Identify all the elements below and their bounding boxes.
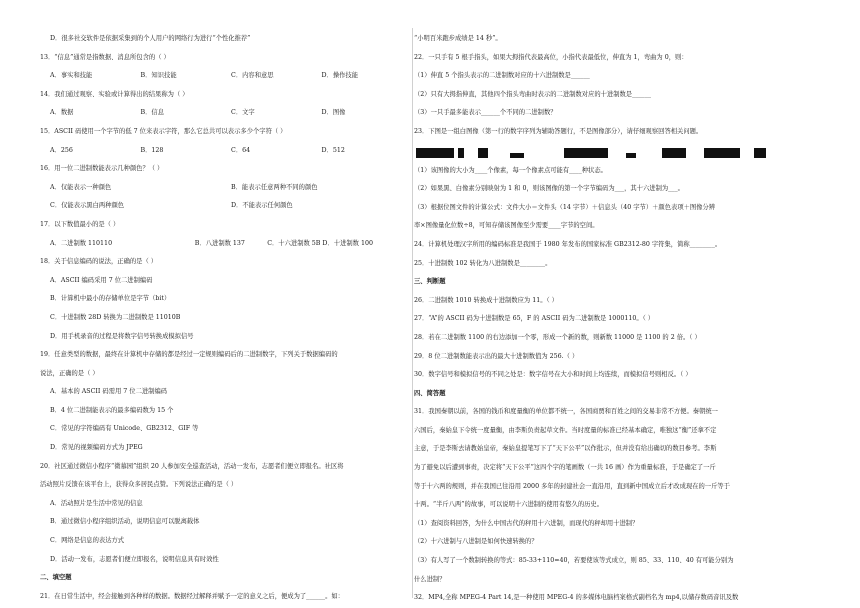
bitmap-black-block (704, 148, 740, 158)
question-26: 26．二进制数 1010 转换成十进制数应为 11。（ ） (414, 296, 558, 304)
q17-options (40, 235, 412, 254)
question-18: 18．关于信息编码的说法，正确的是（ ） (40, 258, 158, 266)
q15-option-d[interactable]: D．512 (321, 146, 345, 154)
bitmap-black-block (510, 153, 524, 158)
question-23: 23．下图是一组白图像（第一行的数字序列为辅助答题行，不是图像部分），请仔细观察回答相关问题。 (414, 127, 703, 135)
bitmap-black-block (458, 148, 464, 158)
question-31-line5: 等于十六两的规则，并在我国已往沿用 2000 多年的封建社会一直沿用，直到新中国成立后才改成现在的一斤等于 (414, 482, 730, 490)
question-19-line1: 19．任意类型的数据，最终在计算机中存储的都是经过一定规则编码后的二进制数字，下列关于数据编码的 (40, 351, 338, 359)
bitmap-black-block (564, 148, 608, 158)
question-30: 30．数字信号和模拟信号的不同之处是：数字信号在大小和时间上均连续，而模拟信号则相反。（ ） (414, 371, 692, 379)
q17-option-b[interactable]: B．八进制数 137 (194, 239, 245, 247)
q13-option-a[interactable]: A．事实和技能 (50, 72, 93, 80)
q23-part-3-line2: 率×图像量化位数÷8，可知存储该图像至少需要____字节的空间。 (414, 222, 599, 230)
q14-option-d[interactable]: D．图像 (321, 109, 346, 117)
question-29: 29．8 位二进制数能表示出的最大十进制数值为 256.（ ） (414, 352, 579, 360)
q22-part-1: （1）伸直 5 个指头表示的二进制数对应的十六进制数是______ (414, 72, 590, 80)
section-3-heading: 三、判断题 (414, 278, 446, 286)
q16-options-row2 (40, 197, 412, 216)
q31-part-3-line1: （3）有人写了一个数制转换的等式：85-33+110=40，若要使该等式成立，则 85、33、110、40 有可能分别为 (414, 557, 734, 565)
q18-option-a[interactable]: A．ASCII 编码采用 7 位二进制编码 (50, 276, 153, 284)
q13-option-b[interactable]: B．知识技能 (140, 72, 177, 80)
q15-option-b[interactable]: B．128 (140, 146, 164, 154)
section-4-heading: 四、简答题 (414, 389, 446, 397)
q14-option-b[interactable]: B．信息 (140, 109, 165, 117)
question-31-line3: 主意，于是李斯去请教始皇帝，秦始皇提笔写下了“天下公平”以作批示，但并没有给出确切的数目参考。李斯 (414, 445, 717, 453)
q18-option-d[interactable]: D．用手机录音的过程是将数字信号转换成模拟信号 (50, 332, 194, 340)
q14-option-a[interactable]: A．数据 (50, 109, 74, 117)
q22-part-2: （2）只有大拇指伸直，其他四个指头弯曲时表示的二进制数对应的十进制数是______ (414, 90, 651, 98)
q18-option-b[interactable]: B．计算机中最小的存储单位是字节（bit） (50, 295, 171, 303)
right-column (414, 30, 812, 608)
bitmap-black-block (626, 153, 636, 158)
bitmap-black-block (478, 148, 488, 158)
q13-option-d[interactable]: D．操作技能 (321, 72, 359, 80)
question-31-line6: 十两。“半斤八两”的故事，可以说明十六进制的使用有悠久的历史。 (414, 501, 604, 509)
q15-options (40, 142, 412, 161)
q20-option-a[interactable]: A．活动照片是生活中常见的信息 (50, 499, 143, 507)
q16-option-d[interactable]: D．不能表示任何颜色 (231, 202, 293, 210)
q31-part-3-line2: 什么进制？ (414, 575, 446, 583)
bitmap-black-block (416, 148, 454, 158)
q17-option-a[interactable]: A．二进制数 110110 (50, 239, 113, 247)
column-divider (412, 28, 413, 598)
question-24: 24．计算机处理汉字所用的编码标准是我国于 1980 年发布的国家标准 GB2312-80 字符集，简称________。 (414, 240, 722, 248)
q15-option-a[interactable]: A．256 (50, 146, 73, 154)
question-28: 28．若在二进制数 1100 的右边添加一个零，形成一个新的数，则新数 11000 是 1100 的 2 倍。（ ） (414, 333, 701, 341)
section-2-heading: 二、填空题 (40, 574, 72, 582)
question-16: 16．用一位二进制数能表示几种颜色？（ ） (40, 165, 164, 173)
question-21-continued: “小明百米跑步成绩是 14 秒”。 (414, 35, 502, 42)
question-25: 25．十进制数 102 转化为八进制数是________。 (414, 259, 552, 267)
q18-option-c[interactable]: C．十进制数 28D 转换为二进制数是 11010B (50, 313, 181, 321)
question-31-line1: 31．我国秦朝以前，各国的钱币和度量衡的单位都不统一，各国商贾和百姓之间的交易非常不方便。秦朝统一 (414, 408, 718, 416)
question-22: 22．一只手有 5 根手指头，如果大拇指代表最高位，小指代表最低位，伸直为 1，弯曲为 0，则： (414, 53, 688, 61)
question-27: 27．“A”的 ASCII 码为十进制数是 65，F 的 ASCII 码为二进制数是 1000110。（ ） (414, 315, 655, 323)
q14-option-c[interactable]: C．文字 (231, 109, 255, 117)
bitmap-black-block (662, 148, 686, 158)
question-15: 15．ASCII 码使用一个字节的低 7 位来表示字符，那么它总共可以表示多少个字符（ ） (40, 127, 287, 135)
bitmap-image-strip (414, 146, 774, 160)
q23-part-2: （2）如果黑、白像素分别映射为 1 和 0，则该图像的第一个字节编码为___，其十六进制为___。 (414, 185, 684, 193)
q16-option-c[interactable]: C．仅能表示黑白两种颜色 (50, 202, 125, 210)
question-13: 13．“信息”通常是指数据、消息所包含的（ ） (40, 53, 170, 61)
q20-option-d[interactable]: D．活动一发布，志愿者们便立即报名，说明信息具有时效性 (50, 555, 219, 563)
left-column (40, 30, 412, 606)
question-21: 21．在日常生活中，经会接触到各种样的数据。数据经过解释并赋予一定的意义之后，便成为了______。如： (40, 592, 344, 600)
question-14: 14．我们通过观察、实验或计算得出的结果称为（ ） (40, 90, 189, 98)
q12-option-d: D．很多社交软件是依据采集到的个人用户的网络行为进行“个性化推荐” (50, 35, 251, 42)
q19-option-b[interactable]: B．4 位二进制能表示的最多编码数为 15 个 (50, 406, 174, 414)
q17-option-cd[interactable]: C．十六进制数 5B D．十进制数 100 (267, 239, 373, 247)
question-20-line2: 活动照片反馈在该平台上，获得众多居民点赞。下列说法正确的是（ ） (40, 481, 238, 489)
question-20-line1: 20．社区通过微信小程序“微慕园”组织 20 人参加安全巡查活动，活动一发布，志愿者们便立即报名。社区将 (40, 462, 344, 470)
q16-option-a[interactable]: A．仅能表示一种颜色 (50, 183, 112, 191)
question-31-line2: 六国后，秦始皇下令统一度量衡，由李斯负责起草文件。当时度量的标准已经基本确定，唯独这“衡”还拿不定 (414, 426, 717, 434)
bitmap-black-block (754, 148, 766, 158)
q31-part-1: （1）查阅资料回答，为什么中国古代的秤用十六进制，而现代的秤却用十进制？ (414, 519, 639, 527)
question-31-line4: 为了避免以后遭到事责，决定将“天下公平”这四个字的笔画数（一共 16 画）作为重量标准，于是确定了一斤 (414, 464, 716, 472)
q23-part-1: （1）该图像的大小为____个像素，每一个像素点可能有____种状态。 (414, 166, 607, 174)
q13-option-c[interactable]: C．内容和意思 (231, 72, 274, 80)
q19-option-a[interactable]: A．基本的 ASCII 码需用 7 位二进制编码 (50, 388, 168, 396)
question-32: 32．MP4,全称 MPEG-4 Part 14,是一种使用 MPEG-4 的多媒体电脑档案格式副档名为 mp4,以储存数码音讯及数 (414, 594, 739, 602)
q22-part-3: （3）一只手最多能表示______个不同的二进制数？ (414, 109, 557, 117)
q16-option-b[interactable]: B．能表示任意两种不同的颜色 (231, 183, 318, 191)
q19-option-d[interactable]: D．常见的视频编码方式为 JPEG (50, 444, 143, 452)
q13-options (40, 67, 412, 86)
q14-options (40, 104, 412, 123)
q23-part-3-line1: （3）根据位图文件的计算公式：文件大小＝文件头（14 字节）＋信息头（40 字节）＋颜色表项＋图像分辨 (414, 203, 716, 211)
q20-option-c[interactable]: C．网络是信息的表达方式 (50, 537, 125, 545)
q19-option-c[interactable]: C．常见的字符编码有 Unicode、GB2312、GIF 等 (50, 425, 199, 433)
q20-option-b[interactable]: B．通过微信小程序组织活动，说明信息可以脱离载体 (50, 518, 200, 526)
question-19-line2: 说法，正确的是（ ） (40, 369, 99, 377)
q31-part-2: （2）十六进制与八进制是如何快速转换的？ (414, 538, 538, 546)
question-17: 17．以下数值最小的是（ ） (40, 220, 120, 228)
q16-options-row1 (40, 179, 412, 198)
q15-option-c[interactable]: C．64 (231, 146, 251, 154)
